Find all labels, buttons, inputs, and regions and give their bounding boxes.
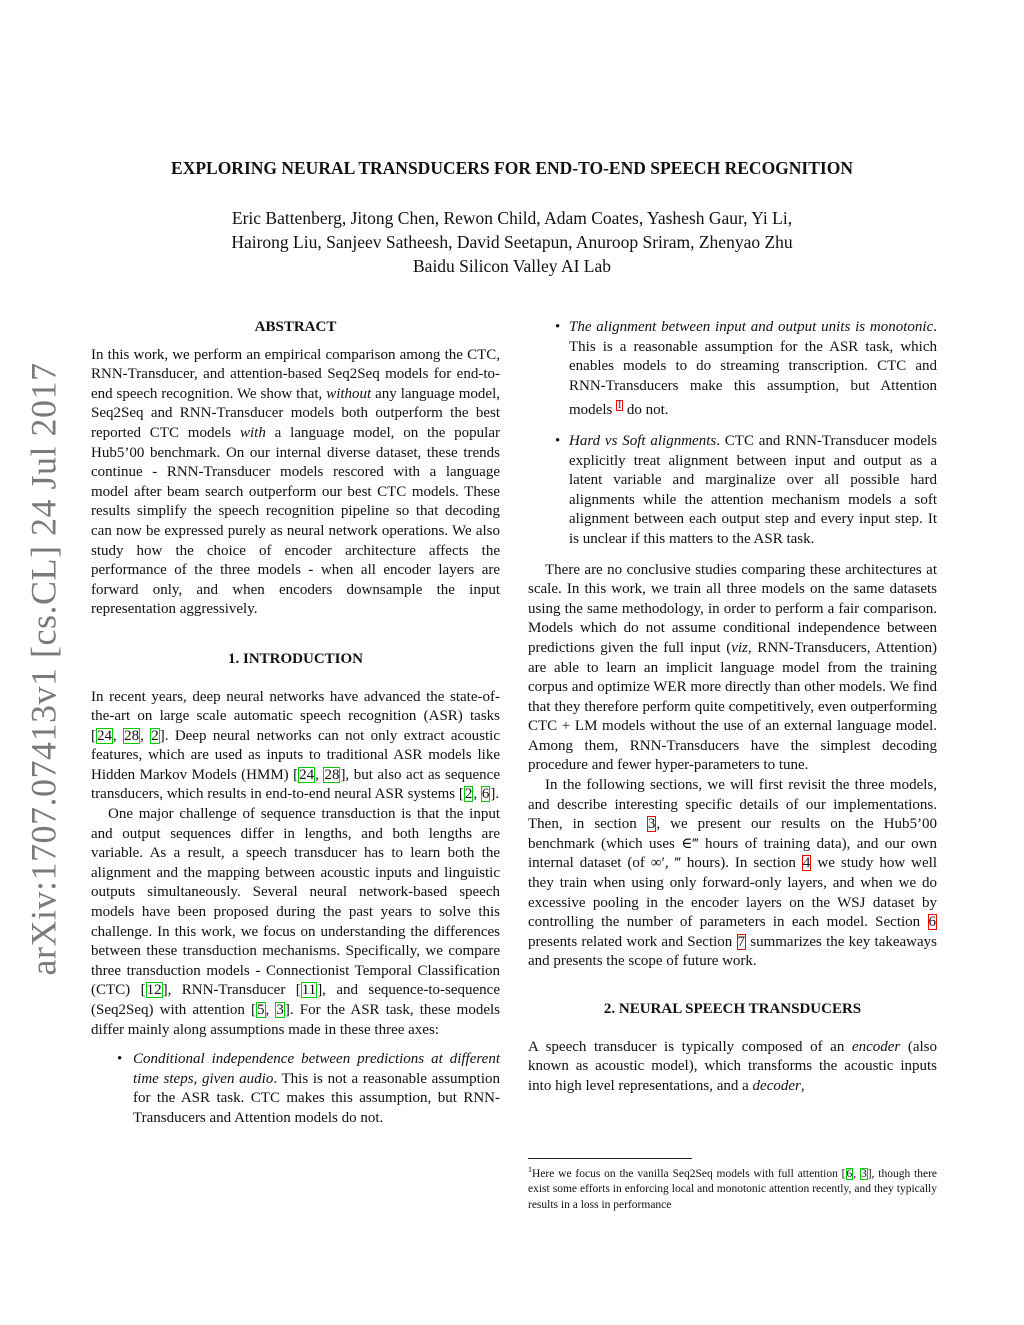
arxiv-id: arXiv:1707.07413v1 [cs.CL] 24 Jul 2017 — [23, 362, 64, 976]
arxiv-sidebar — [18, 363, 68, 975]
body-paragraph — [528, 776, 937, 972]
section-link[interactable]: 3 — [647, 816, 656, 833]
body-em: viz, — [731, 639, 752, 656]
footnote-link[interactable]: 1 — [617, 400, 623, 412]
section-link[interactable]: 4 — [802, 855, 811, 872]
affiliation: Baidu Silicon Valley AI Lab — [413, 256, 611, 276]
citation-link[interactable]: 2 — [464, 786, 473, 803]
citation-link[interactable]: 11 — [301, 982, 317, 999]
citation-link[interactable]: 2 — [151, 727, 159, 744]
body-text: There are no conclusive studies comparing these architectures at scale. In this work, we train all three models on the same datasets using the same methodology, in order to perform a fair comparison. Models which do not assume conditional independence between predictions given the full input ( — [528, 561, 937, 656]
footnote-text: ], though there exist some efforts in enforcing local and monotonic attention recently, and they typically results in a loss in performance — [528, 1167, 937, 1211]
right-column — [528, 318, 937, 1096]
body-text: RNN-Transducers, Attention) are able to learn an implicit language model from the training corpus and optimize WER more directly than other models. We find that they therefore perform quite competitively, even outperforming CTC + LM models without the use of an external language model. Among them, RNN-Transducers have the simplest decoding procedure and fewer hyper-parameters to tune. — [528, 639, 937, 774]
authors-line-2: Hairong Liu, Sanjeev Satheesh, David Seetapun, Anuroop Sriram, Zhenyao Zhu — [231, 232, 793, 252]
section-2-heading: 2. NEURAL SPEECH TRANSDUCERS — [603, 1001, 862, 1017]
body-text: presents related work and Section — [528, 933, 737, 950]
paper-title: EXPLORING NEURAL TRANSDUCERS FOR END-TO-END SPEECH RECOGNITION — [171, 158, 853, 178]
citation-link[interactable]: 3 — [276, 1002, 284, 1018]
author-block — [0, 206, 1024, 278]
citation-link[interactable]: 28 — [324, 766, 340, 783]
footnote: $^1$Here we focus on the vanilla Seq2Seq models with full attention [6, 3], though there exist some efforts in enforcing local and monotonic attention recently, and they typically results in a loss in performance — [528, 1165, 937, 1211]
body-text: A speech transducer is typically composed of an — [528, 1038, 852, 1055]
intro-text: ], and sequence-to-sequence (Seq2Seq) with attention [ — [91, 982, 500, 1018]
citation-link[interactable]: 6 — [481, 786, 490, 803]
abstract-text-2: any language model, Seq2Seq and RNN-Transducer models both outperform the best reported CTC models — [91, 385, 500, 441]
bullet-em: The alignment between input and output units is monotonic — [569, 319, 934, 335]
abstract-em-2: with — [239, 424, 266, 441]
footnote-divider — [528, 1158, 692, 1159]
intro-text: ]. — [490, 786, 500, 803]
bullet-text: . CTC and RNN-Transducer models explicitly treat alignment between input and output as a latent variable and marginalize over all possible hard alignments while the attention mechanism models a soft alignment between each output step and every input step. It is unclear if this matters to the ASR task. — [569, 432, 937, 547]
bullet-text: . This is not a reasonable assumption for the ASR task. CTC makes this assumption, but RNN-Transducers and Attention models do not. — [133, 1070, 500, 1126]
bullet-text: do not. — [623, 402, 669, 419]
intro-text: In recent years, deep neural networks have advanced the state-of-the-art on large scale automatic speech recognition (ASR) tasks [ — [91, 688, 500, 744]
body-em: encoder — [851, 1038, 901, 1055]
citation-link[interactable]: 5 — [257, 1002, 265, 1018]
body-paragraph — [528, 1038, 937, 1097]
citation-link[interactable]: 12 — [146, 982, 162, 999]
abstract-text-3: a language model, on the popular Hub5’00 benchmark. On our internal diverse dataset, these trends continue - RNN-Transducer models rescored with a language model after beam search outperform our best CTC models. These results simplify the speech recognition pipeline so that decoding can now be expressed purely as neural network operations. We also study how the choice of encoder architecture affects the performance of the three models - when all encoder layers are forward only, and when encoders downsample the input representation aggressively. — [91, 424, 501, 618]
section-link[interactable]: 7 — [737, 933, 746, 950]
axes-list — [91, 1050, 500, 1128]
bullet-em: Conditional independence between predictions at different time steps, given audio — [133, 1051, 500, 1087]
body-text: , we present our results on the Hub5’00 benchmark (which uses ∈‴ hours of training data), and our own internal dataset (of ∞′, ‴ hours). In section — [528, 816, 937, 872]
axes-list-continued — [528, 318, 937, 550]
body-text: summarizes the key takeaways and presents the scope of future work. — [528, 933, 937, 970]
left-column — [91, 318, 500, 1129]
authors-line-1: Eric Battenberg, Jitong Chen, Rewon Child, Adam Coates, Yashesh Gaur, Yi Li, — [231, 208, 793, 228]
list-item — [528, 318, 937, 421]
abstract-text-1: In this work, we perform an empirical comparison among the CTC, RNN-Transducer, and attention-based Seq2Seq models for end-to-end speech recognition. We show that, — [91, 346, 500, 402]
bullet-text: . This is a reasonable assumption for the ASR task, which enables models to do streaming transcription. CTC and RNN-Transducers make this assumption, but Attention models — [569, 319, 937, 419]
intro-paragraph-2: One major challenge of sequence transduction is that the input and output sequences differ in lengths, and both lengths are variable. As a result, a speech transducer has to learn both the alignment and the mapping between acoustic inputs and linguistic outputs simultaneously. Several neural network-based speech models have been proposed during the past years to solve this challenge. In this work, we focus on understanding the differences between these transduction mechanisms. Specifically, we compare three transduction models - Connectionist Temporal Classification (CTC) [12], RNN-Transducer [11], and sequence-to-sequence (Seq2Seq) with attention [5, 3]. For the ASR task, these models differ mainly along assumptions made in these three axes: — [91, 806, 501, 1038]
abstract-paragraph — [91, 346, 500, 620]
intro-text: ], but also act as sequence transducers, which results in end-to-end neural ASR systems [ — [91, 766, 500, 803]
intro-text: One major challenge of sequence transduction is that the input and output sequences differ in lengths, and both lengths are variable. As a result, a speech transducer has to learn both the alignment and the mapping between acoustic inputs and linguistic outputs simultaneously. Several neural network-based speech models have been proposed during the past years to solve this challenge. In this work, we focus on understanding the differences between these transduction mechanisms. Specifically, we compare three transduction models - Connectionist Temporal Classification (CTC) [ — [91, 806, 500, 999]
citation-link[interactable]: 6 — [846, 1167, 853, 1180]
body-text: In the following sections, we will first revisit the three models, and describe interesting specific details of our implementations. Then, in section — [528, 777, 937, 833]
intro-paragraph-1: In recent years, deep neural networks have advanced the state-of-the-art on large scale automatic speech recognition (ASR) tasks [24, 28, 2]. Deep neural networks can not only extract acoustic features, which are used as inputs to traditional ASR models like Hidden Markov Models (HMM) [24, 28], but also act as sequence transducers, which results in end-to-end neural ASR systems [2, 6]. — [91, 688, 501, 803]
spacer — [528, 550, 937, 561]
list-item — [91, 1050, 500, 1128]
abstract-em-1: without — [326, 385, 372, 402]
bullet-em: Hard vs Soft alignments — [569, 432, 717, 449]
intro-text: ], RNN-Transducer [ — [162, 982, 301, 999]
citation-link[interactable]: 28 — [124, 727, 140, 744]
body-paragraph — [528, 561, 937, 777]
footnote-mark: 1 — [528, 1165, 532, 1174]
list-item — [528, 432, 937, 550]
citation-link[interactable]: 24 — [299, 766, 315, 783]
citation-link[interactable]: 24 — [97, 727, 112, 744]
intro-text: ]. Deep neural networks can not only extract acoustic features, which are used as inputs to traditional ASR models like Hidden Markov Models (HMM) [ — [91, 727, 501, 783]
body-text: we study how well they train when using only forward-only layers, and when we do excessive pooling in the encoder layers on the WSJ dataset by controlling the number of parameters in each model. Section — [528, 855, 937, 931]
body-text: (also known as acoustic model), which transforms the acoustic inputs into high level representations, and a — [528, 1038, 937, 1094]
section-link[interactable]: 6 — [928, 914, 936, 931]
citation-link[interactable]: 3 — [860, 1167, 867, 1180]
abstract-heading: ABSTRACT — [254, 319, 337, 335]
body-em: decoder — [752, 1077, 801, 1094]
body-text: , — [800, 1077, 805, 1094]
intro-heading: 1. INTRODUCTION — [227, 650, 363, 667]
intro-text: ]. For the ASR task, these models differ mainly along assumptions made in these three axes: — [91, 1002, 501, 1038]
footnote-text: Here we focus on the vanilla Seq2Seq models with full attention [ — [532, 1167, 846, 1180]
